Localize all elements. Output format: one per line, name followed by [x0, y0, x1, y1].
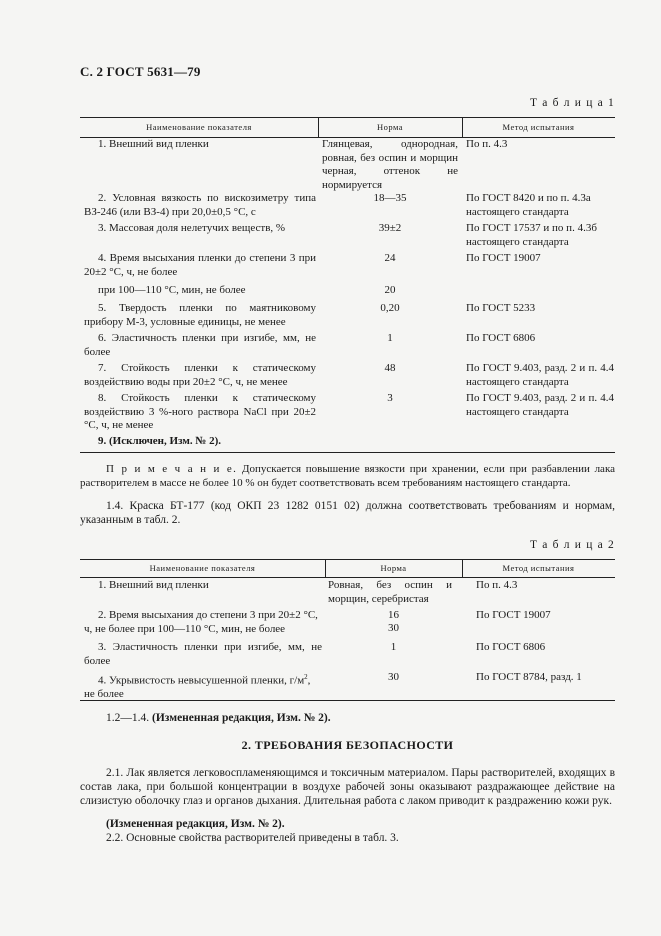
table1-row-norm: Глянцевая, однородная, ровная, без оспин и морщин черная, оттенок не нормируется [322, 138, 458, 191]
table2-caption: Т а б л и ц а 2 [529, 539, 615, 551]
table1-row-name: 1. Внешний вид пленки [98, 138, 209, 150]
table1-note [80, 462, 615, 490]
table2-row-method: По ГОСТ 19007 [476, 609, 551, 621]
table2-bottom-rule [80, 700, 615, 701]
table1-row-method: По ГОСТ 9.403, разд. 2 и п. 4.4 настоящего стандарта [466, 362, 614, 388]
table2-row-norm: Ровная, без оспин и морщин, серебристая [328, 579, 452, 605]
table1-row-method: По ГОСТ 5233 [466, 302, 536, 314]
table2-top-rule [80, 559, 615, 560]
table1-row-norm: 1 [387, 332, 393, 344]
table1-row-name: 3. Массовая доля нелетучих веществ, % [98, 222, 286, 234]
table1-row-method: По ГОСТ 17537 и по п. 4.3б настоящего стандарта [466, 222, 597, 248]
page-header: С. 2 ГОСТ 5631—79 [80, 64, 201, 79]
table2-row-name: 3. Эластичность пленки при изгибе, мм, не более [84, 641, 322, 667]
table1-caption: Т а б л и ц а 1 [529, 97, 615, 109]
table2-row-norm: 30 [388, 671, 399, 683]
para-1-4: 1.4. Краска БТ-177 (код ОКП 23 1282 0151 02) должна соответствовать требованиям и нормам, указанным в табл. 2. [80, 500, 615, 526]
table2-row-method: По ГОСТ 6806 [476, 641, 546, 653]
table1-row-name: 4. Время высыхания пленки до степени 3 при 20±2 °С, ч, не более [84, 252, 316, 278]
amendment-2: (Измененная редакция, Изм. № 2). [106, 818, 285, 830]
note-text: Допускается повышение вязкости при хранении, если при разбавлении лака растворителем в массе не более 10 % он будет соответствовать всем требованиям настоящего стандарта. [80, 463, 615, 489]
table1-row-norm: 18—35 [373, 192, 407, 204]
table1-row-name: 7. Стойкость пленки к статическому воздействию воды при 20±2 °С, ч, не менее [84, 362, 316, 388]
table1-row-norm: 3 [387, 392, 393, 404]
table1-row-excluded: 9. (Исключен, Изм. № 2). [98, 435, 222, 447]
table1-row-method: По ГОСТ 6806 [466, 332, 536, 344]
table2-row-name-end: , не более [84, 674, 311, 701]
table2-row-norm: 1 [390, 641, 397, 653]
table1-row-name: 5. Твердость пленки по маятниковому прибору М-3, условные единицы, не менее [84, 302, 316, 328]
para-2-2: 2.2. Основные свойства растворителей приведены в табл. 3. [106, 832, 399, 844]
table2-row-name: 2. Время высыхания до степени 3 при 20±2 °С, ч, не более при 100—110 °С, мин, не более [84, 609, 318, 635]
note-label: П р и м е ч а н и е. [106, 463, 238, 475]
table1-col-norm: Норма [376, 122, 404, 132]
table1-bottom-rule [80, 452, 615, 453]
table1-col-method: Метод испытания [502, 122, 575, 132]
table2-header-rule [80, 577, 615, 578]
table2-col-norm: Норма [380, 563, 407, 573]
table1-row-name: 2. Условная вязкость по вискозиметру типа ВЗ-246 (или ВЗ-4) при 20,0±0,5 °С, с [84, 192, 316, 218]
table1-row-norm: 48 [384, 362, 396, 374]
table2-row-method: По ГОСТ 8784, разд. 1 [476, 671, 582, 683]
table1-top-rule [80, 117, 615, 118]
unit-superscript: 2 [304, 673, 308, 681]
table1-row-method: По ГОСТ 8420 и по п. 4.3а настоящего стандарта [466, 192, 591, 218]
table1-row-method: По ГОСТ 9.403, разд. 2 и п. 4.4 настоящего стандарта [466, 392, 614, 418]
table2-row-norm-2: 30 [388, 622, 399, 634]
table2-col-method: Метод испытания [502, 563, 575, 573]
table1-row-method: По п. 4.3 [466, 138, 508, 150]
table1-row-norm: 24 [384, 252, 396, 264]
table1-row-name: при 100—110 °С, мин, не более [98, 284, 246, 296]
table1-col-name: Наименование показателя [146, 122, 252, 132]
amendment-1 [80, 711, 615, 725]
table1-row-method: По ГОСТ 19007 [466, 252, 541, 264]
section-2-title: 2. ТРЕБОВАНИЯ БЕЗОПАСНОСТИ [241, 738, 454, 752]
table2-row-norm: 16 [388, 609, 399, 621]
table1-row-name: 6. Эластичность пленки при изгибе, мм, не более [84, 332, 316, 358]
amendment-1-text: 1.2—1.4. (Измененная редакция, Изм. № 2). [106, 712, 331, 724]
table1-row-norm: 20 [384, 284, 396, 296]
table2-row-method: По п. 4.3 [476, 579, 518, 591]
table1-row-norm: 39±2 [378, 222, 402, 234]
table2-row-name: 1. Внешний вид пленки [98, 579, 209, 591]
table1-row-name: 8. Стойкость пленки к статическому воздействию 3 %-ного раствора NaCl при 20±2 °С, ч, не менее [84, 392, 316, 431]
para-2-1: 2.1. Лак является легковоспламеняющимся и токсичным материалом. Пары растворителей, входящих в состав лака, при большой концентрации в воздухе рабочей зоны оказывают раздражающее действие на слизистую оболочку глаз и органов дыхания. Длительная работа с лаком приводит к раздражению кожи рук. [80, 767, 615, 807]
table1-row-norm: 0,20 [380, 302, 400, 314]
table2-col-name: Наименование показателя [149, 563, 256, 573]
table2-row-name-main: 4. Укрывистость невысушенной пленки, г/м [98, 674, 305, 687]
table2-row-name [84, 671, 322, 702]
